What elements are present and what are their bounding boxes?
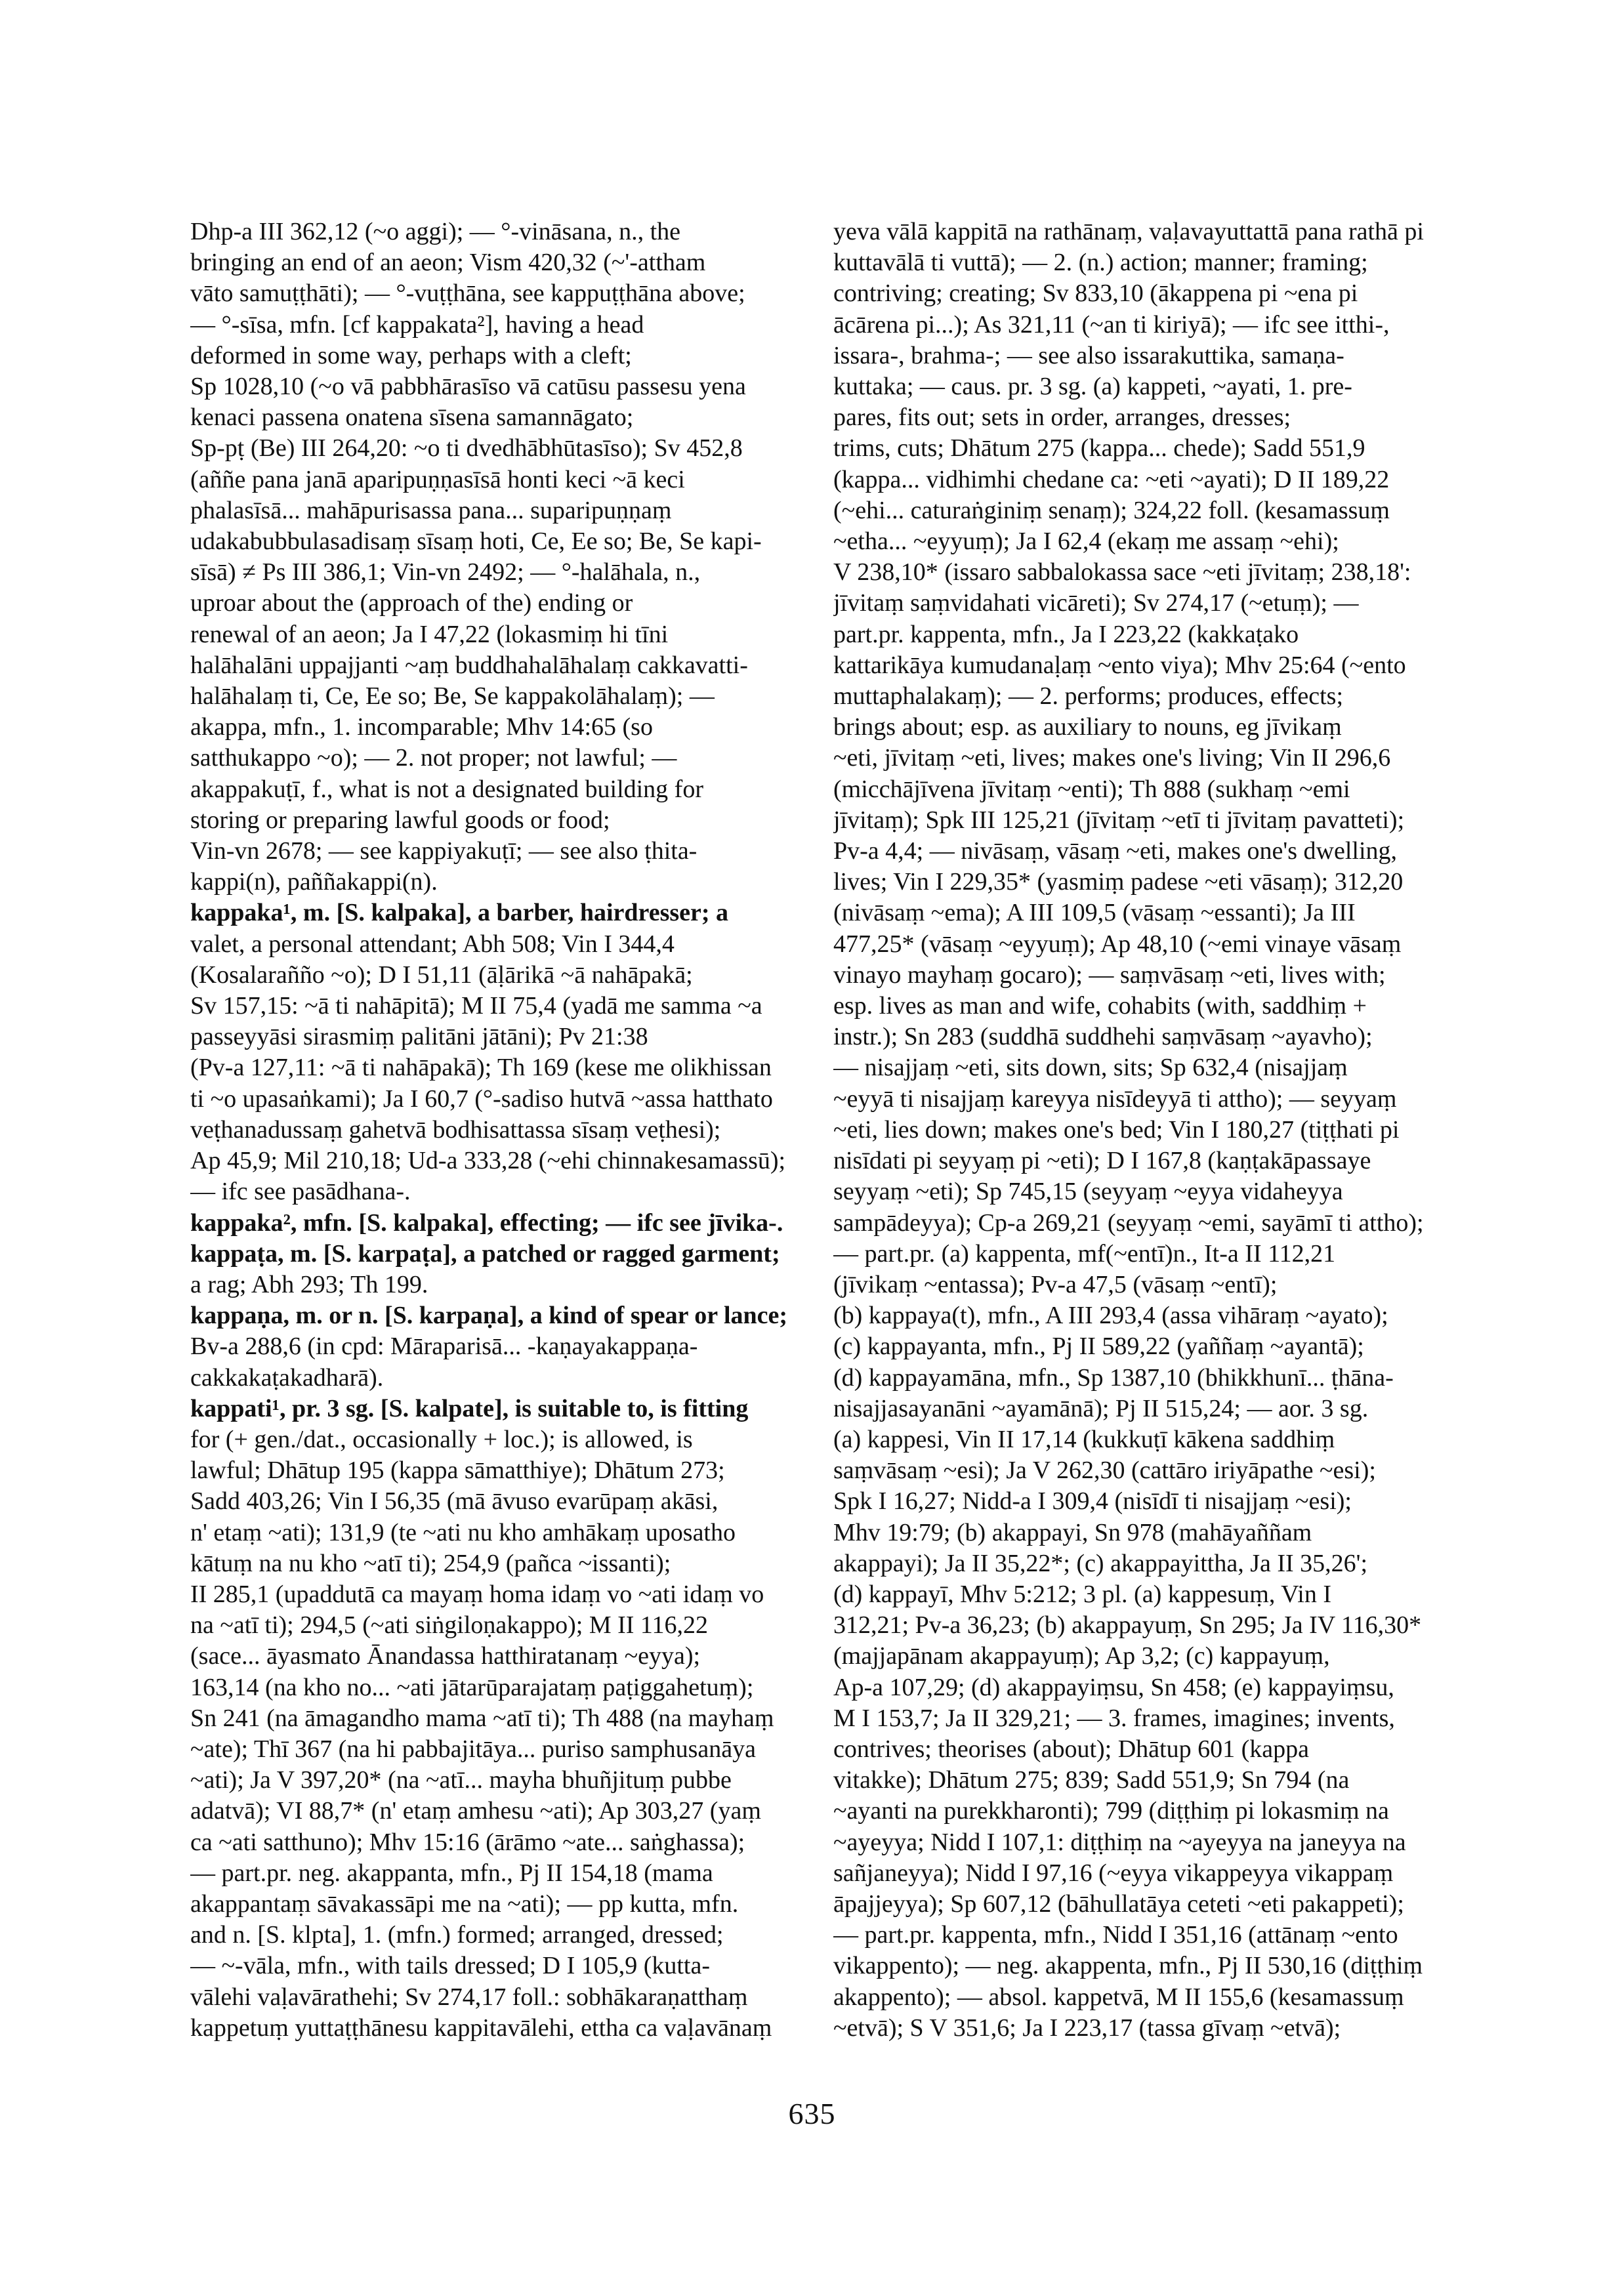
text-line: kappi(n), paññakappi(n). — [190, 868, 438, 896]
text-line: (kappa... vidhimhi chedane ca: ~eti ~ayati); D II 189,22 — [833, 465, 1390, 493]
text-line: (majjapānam akappayuṃ); Ap 3,2; (c) kappayuṃ, — [833, 1642, 1330, 1670]
text-line: vitakke); Dhātum 275; 839; Sadd 551,9; Sn 794 (na — [833, 1766, 1350, 1794]
text-line: āpajjeyya); Sp 607,12 (bāhullatāya ceteti ~eti pakappeti); — [833, 1890, 1404, 1918]
text-line: Sn 241 (na āmagandho mama ~atī ti); Th 488 (na mayhaṃ — [190, 1704, 774, 1732]
text-line: akappento); — absol. kappetvā, M II 155,6 (kesamassuṃ — [833, 1983, 1404, 2011]
text-line: kenaci passena onatena sīsena samannāgato; — [190, 403, 634, 432]
text-line: na ~atī ti); 294,5 (~ati siṅgiloṇakappo); M II 116,22 — [190, 1611, 709, 1640]
text-line: II 285,1 (upaddutā ca mayaṃ homa idaṃ vo ~ati idaṃ vo — [190, 1580, 764, 1608]
text-line: saṃvāsaṃ ~esi); Ja V 262,30 (cattāro iriyāpathe ~esi); — [833, 1457, 1376, 1485]
text-line: yeva vālā kappitā na rathānaṃ, vaḷavayuttattā pana rathā pi — [833, 218, 1424, 245]
text-line: ~etha... ~eyyuṃ); Ja I 62,4 (ekaṃ me assaṃ ~ehi); — [833, 527, 1339, 556]
text-line: vāto samuṭṭhāti); — °-vuṭṭhāna, see kappuṭṭhāna above; — [190, 279, 745, 308]
text-line: M I 153,7; Ja II 329,21; — 3. frames, imagines; invents, — [833, 1704, 1395, 1732]
text-line: jīvitaṃ saṃvidahati vicāreti); Sv 274,17 (~etuṃ); — — [833, 589, 1359, 617]
entry-head-kappata: kappaṭa, m. [S. karpaṭa], a patched or ragged garment; — [190, 1239, 780, 1268]
text-line: akappa, mfn., 1. incomparable; Mhv 14:65 (so — [190, 713, 653, 741]
text-line: contriving; creating; Sv 833,10 (ākappena pi ~ena pi — [833, 279, 1358, 308]
text-line: halāhalāni uppajjanti ~aṃ buddhahalāhalaṃ cakkavatti- — [190, 651, 748, 679]
text-line: vālehi vaḷavārathehi; Sv 274,17 foll.: sobhākaraṇatthaṃ — [190, 1983, 748, 2011]
text-line: renewal of an aeon; Ja I 47,22 (lokasmiṃ hi tīni — [190, 620, 669, 648]
text-line: valet, a personal attendant; Abh 508; Vin I 344,4 — [190, 930, 675, 958]
text-line: — ifc see pasādhana-. — [190, 1178, 411, 1206]
text-line: satthukappo ~o); — 2. not proper; not lawful; — — [190, 744, 677, 772]
text-line: vinayo mayhaṃ gocaro); — saṃvāsaṃ ~eti, lives with; — [833, 961, 1386, 989]
text-line: bringing an end of an aeon; Vism 420,32 (~'-attham — [190, 249, 706, 277]
text-line: storing or preparing lawful goods or food; — [190, 806, 610, 834]
text-line: Sp-pṭ (Be) III 264,20: ~o ti dvedhābhūtasīso); Sv 452,8 — [190, 434, 743, 463]
text-line: ~ati); Ja V 397,20* (na ~atī... mayha bhuñjituṃ pubbe — [190, 1766, 732, 1794]
text-line: (d) kappayamāna, mfn., Sp 1387,10 (bhikkhunī... ṭhāna- — [833, 1363, 1394, 1392]
text-line: cakkakaṭakadharā). — [190, 1363, 384, 1392]
text-line: — nisajjaṃ ~eti, sits down, sits; Sp 632,4 (nisajjaṃ — [833, 1054, 1348, 1082]
text-line: brings about; esp. as auxiliary to nouns, eg jīvikaṃ — [833, 713, 1342, 741]
text-line: seyyaṃ ~eti); Sp 745,15 (seyyaṃ ~eyya vidaheyya — [833, 1178, 1343, 1206]
text-line: ti ~o upasaṅkami); Ja I 60,7 (°-sadiso hutvā ~assa hatthato — [190, 1085, 773, 1113]
text-line: kuttavālā ti vuttā); — 2. (n.) action; manner; framing; — [833, 249, 1368, 277]
text-line: ācārena pi...); As 321,11 (~an ti kiriyā); — ifc see itthi-, — [833, 310, 1390, 339]
text-line: sañjaneyya); Nidd I 97,16 (~eyya vikappeyya vikappaṃ — [833, 1859, 1394, 1887]
entry-head-kappana: kappaṇa, m. or n. [S. karpaṇa], a kind of spear or lance; — [190, 1302, 788, 1330]
text-line: n' etaṃ ~ati); 131,9 (te ~ati nu kho amhākaṃ uposatho — [190, 1518, 736, 1546]
text-line: Mhv 19:79; (b) akappayi, Sn 978 (mahāyaññam — [833, 1518, 1312, 1546]
text-line: halāhalaṃ ti, Ce, Ee so; Be, Se kappakolāhalaṃ); — — [190, 682, 715, 711]
text-line: nisajjasayanāni ~ayamānā); Pj II 515,24; — aor. 3 sg. — [833, 1394, 1369, 1422]
text-line: a rag; Abh 293; Th 199. — [190, 1270, 428, 1298]
text-line: ~eti, jīvitaṃ ~eti, lives; makes one's living; Vin II 296,6 — [833, 744, 1391, 772]
text-line: phalasīsā... mahāpurisassa pana... suparipuṇṇaṃ — [190, 496, 672, 524]
text-line: (Kosalarañño ~o); D I 51,11 (āḷārikā ~ā nahāpakā; — [190, 961, 693, 989]
text-line: ~ayanti na purekkharonti); 799 (diṭṭhiṃ pi lokasmiṃ na — [833, 1797, 1389, 1825]
text-line: sīsā) ≠ Ps III 386,1; Vin-vn 2492; — °-halāhala, n., — [190, 558, 701, 587]
right-column — [833, 217, 1489, 2044]
text-line: V 238,10* (issaro sabbalokassa sace ~eti jīvitaṃ; 238,18': — [833, 558, 1411, 587]
text-line: ~eti, lies down; makes one's bed; Vin I 180,27 (tiṭṭhati pi — [833, 1115, 1400, 1144]
text-line: (c) kappayanta, mfn., Pj II 589,22 (yaññaṃ ~ayantā); — [833, 1333, 1364, 1361]
text-line: instr.); Sn 283 (suddhā suddhehi saṃvāsaṃ ~ayavho); — [833, 1023, 1373, 1051]
text-line: ~etvā); S V 351,6; Ja I 223,17 (tassa gīvaṃ ~etvā); — [833, 2014, 1341, 2042]
text-line: pares, fits out; sets in order, arranges, dresses; — [833, 403, 1291, 432]
text-line: adatvā); VI 88,7* (n' etaṃ amhesu ~ati); Ap 303,27 (yaṃ — [190, 1797, 761, 1825]
text-line: — °-sīsa, mfn. [cf kappakata²], having a head — [190, 310, 644, 339]
entry-head-kappaka1: kappaka¹, m. [S. kalpaka], a barber, hairdresser; a — [190, 899, 729, 927]
text-line: Vin-vn 2678; — see kappiyakuṭī; — see also ṭhita- — [190, 837, 697, 865]
text-line: sampādeyya); Cp-a 269,21 (seyyaṃ ~emi, sayāmī ti attho); — [833, 1209, 1424, 1237]
text-line: Pv-a 4,4; — nivāsaṃ, vāsaṃ ~eti, makes one's dwelling, — [833, 837, 1398, 865]
text-line: Sv 157,15: ~ā ti nahāpitā); M II 75,4 (yadā me samma ~a — [190, 992, 762, 1020]
text-line: akappantaṃ sāvakassāpi me na ~ati); — pp kutta, mfn. — [190, 1890, 739, 1918]
text-line: (nivāsaṃ ~ema); A III 109,5 (vāsaṃ ~essanti); Ja III — [833, 899, 1356, 927]
text-line: kappetuṃ yuttaṭṭhānesu kappitavālehi, ettha ca vaḷavānaṃ — [190, 2014, 772, 2042]
text-line: deformed in some way, perhaps with a cleft; — [190, 341, 632, 369]
text-line: Dhp-a III 362,12 (~o aggi); — °-vināsana, n., the — [190, 218, 680, 245]
text-line: kātuṃ na nu kho ~atī ti); 254,9 (pañca ~issanti); — [190, 1549, 671, 1577]
text-line: part.pr. kappenta, mfn., Ja I 223,22 (kakkaṭako — [833, 620, 1299, 648]
text-line: (micchājīvena jīvitaṃ ~enti); Th 888 (sukhaṃ ~emi — [833, 775, 1350, 803]
text-line: udakabubbulasadisaṃ sīsaṃ hoti, Ce, Ee so; Be, Se kapi- — [190, 527, 762, 556]
text-line: esp. lives as man and wife, cohabits (with, saddhiṃ + — [833, 992, 1367, 1020]
text-line: uproar about the (approach of the) ending or — [190, 589, 633, 617]
text-line: ~eyyā ti nisajjaṃ kareyya nisīdeyyā ti attho); — seyyaṃ — [833, 1085, 1397, 1113]
text-line: (~ehi... caturaṅginiṃ senaṃ); 324,22 foll. (kesamassuṃ — [833, 496, 1390, 524]
text-line: (aññe pana janā aparipuṇṇasīsā honti keci ~ā keci — [190, 465, 685, 493]
page-number: 635 — [788, 2097, 836, 2130]
text-line: veṭhanadussaṃ gahetvā bodhisattassa sīsaṃ veṭhesi); — [190, 1115, 721, 1144]
text-line: vikappento); — neg. akappenta, mfn., Pj II 530,16 (diṭṭhiṃ — [833, 1952, 1423, 1980]
text-line: and n. [S. klpta], 1. (mfn.) formed; arranged, dressed; — [190, 1921, 724, 1949]
text-line: (sace... āyasmato Ānandassa hatthiratanaṃ ~eyya); — [190, 1642, 701, 1670]
text-line: nisīdati pi seyyaṃ pi ~eti); D I 167,8 (kaṇṭakāpassaye — [833, 1147, 1371, 1175]
text-line: Bv-a 288,6 (in cpd: Māraparisā... -kaṇayakappaṇa- — [190, 1333, 698, 1361]
text-line: issara-, brahma-; — see also issarakuttika, samaṇa- — [833, 341, 1344, 369]
text-line: akappakuṭī, f., what is not a designated building for — [190, 775, 703, 803]
text-line: — part.pr. kappenta, mfn., Nidd I 351,16 (attānaṃ ~ento — [833, 1921, 1398, 1949]
text-line: for (+ gen./dat., occasionally + loc.); is allowed, is — [190, 1425, 693, 1453]
left-column — [190, 217, 846, 2044]
text-line: ~ate); Thī 367 (na hi pabbajitāya... puriso samphusanāya — [190, 1735, 756, 1763]
text-line: Sp 1028,10 (~o vā pabbhārasīso vā catūsu passesu yena — [190, 373, 746, 401]
text-line: Ap 45,9; Mil 210,18; Ud-a 333,28 (~ehi chinnakesamassū); — [190, 1147, 786, 1175]
text-line: kuttaka; — caus. pr. 3 sg. (a) kappeti, ~ayati, 1. pre- — [833, 373, 1352, 401]
text-line: ca ~ati satthuno); Mhv 15:16 (ārāmo ~ate... saṅghassa); — [190, 1828, 745, 1856]
text-line: akappayi); Ja II 35,22*; (c) akappayittha, Ja II 35,26'; — [833, 1549, 1368, 1577]
text-line: (b) kappaya(t), mfn., A III 293,4 (assa vihāraṃ ~ayato); — [833, 1302, 1388, 1330]
text-line: ~ayeyya; Nidd I 107,1: diṭṭhiṃ na ~ayeyya na janeyya na — [833, 1828, 1406, 1856]
text-line: — ~-vāla, mfn., with tails dressed; D I 105,9 (kutta- — [190, 1952, 711, 1980]
text-line: lives; Vin I 229,35* (yasmiṃ padese ~eti vāsaṃ); 312,20 — [833, 868, 1404, 896]
text-line: (Pv-a 127,11: ~ā ti nahāpakā); Th 169 (kese me olikhissan — [190, 1054, 772, 1082]
text-line: trims, cuts; Dhātum 275 (kappa... chede); Sadd 551,9 — [833, 434, 1365, 463]
text-line: Sadd 403,26; Vin I 56,35 (mā āvuso evarūpaṃ akāsi, — [190, 1487, 718, 1516]
text-line: — part.pr. (a) kappenta, mf(~entī)n., It-a II 112,21 — [833, 1239, 1336, 1268]
text-line: 477,25* (vāsaṃ ~eyyuṃ); Ap 48,10 (~emi vinaye vāsaṃ — [833, 930, 1402, 958]
text-line: (a) kappesi, Vin II 17,14 (kukkuṭī kākena saddhiṃ — [833, 1425, 1335, 1453]
text-line: muttaphalakaṃ); — 2. performs; produces, effects; — [833, 682, 1343, 711]
text-line: kattarikāya kumudanaḷaṃ ~ento viya); Mhv 25:64 (~ento — [833, 651, 1406, 679]
text-line: lawful; Dhātup 195 (kappa sāmatthiye); Dhātum 273; — [190, 1457, 725, 1485]
text-line: (d) kappayī, Mhv 5:212; 3 pl. (a) kappesuṃ, Vin I — [833, 1580, 1331, 1608]
entry-head-kappaka2: kappaka², mfn. [S. kalpaka], effecting; — ifc see jīvika-. — [190, 1209, 783, 1237]
text-line: jīvitaṃ); Spk III 125,21 (jīvitaṃ ~etī ti jīvitaṃ pavatteti); — [833, 806, 1405, 834]
text-line: Spk I 16,27; Nidd-a I 309,4 (nisīdī ti nisajjaṃ ~esi); — [833, 1487, 1352, 1516]
text-line: 163,14 (na kho no... ~ati jātarūparajataṃ paṭiggahetuṃ); — [190, 1673, 754, 1701]
text-line: Ap-a 107,29; (d) akappayiṃsu, Sn 458; (e) kappayiṃsu, — [833, 1673, 1394, 1701]
text-line: (jīvikaṃ ~entassa); Pv-a 47,5 (vāsaṃ ~entī); — [833, 1270, 1278, 1298]
text-line: passeyyāsi sirasmiṃ palitāni jātāni); Pv 21:38 — [190, 1023, 648, 1051]
text-line: contrives; theorises (about); Dhātup 601 (kappa — [833, 1735, 1309, 1763]
text-line: — part.pr. neg. akappanta, mfn., Pj II 154,18 (mama — [190, 1859, 713, 1887]
text-line: 312,21; Pv-a 36,23; (b) akappayuṃ, Sn 295; Ja IV 116,30* — [833, 1611, 1422, 1640]
entry-head-kappati1: kappati¹, pr. 3 sg. [S. kalpate], is suitable to, is fitting — [190, 1394, 749, 1422]
